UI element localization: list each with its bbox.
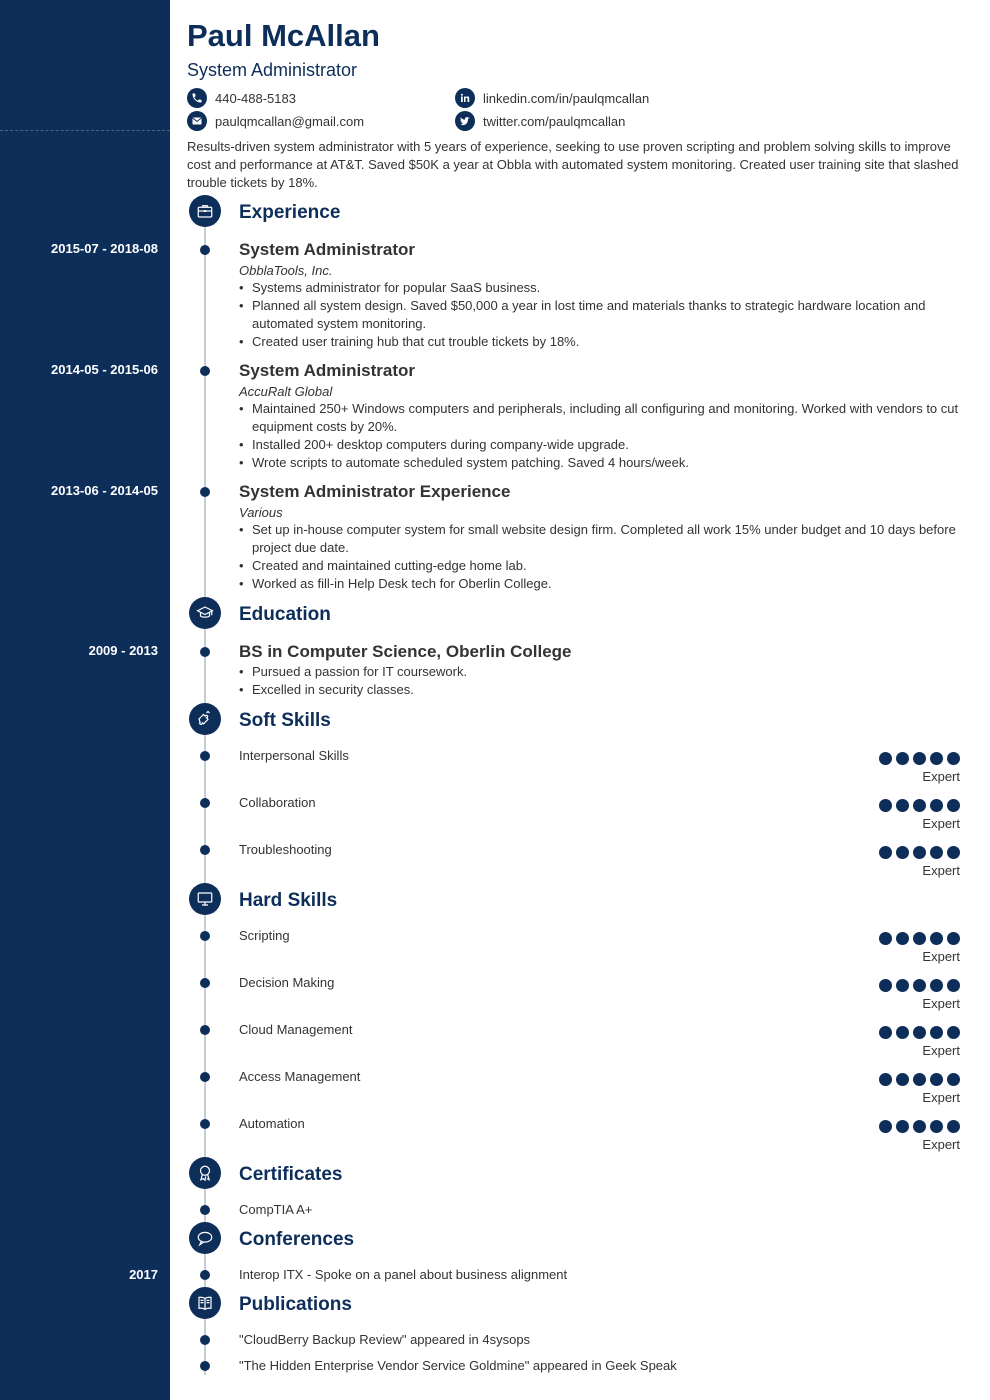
rating-dot: [913, 1026, 926, 1039]
rating-dot: [879, 979, 892, 992]
candidate-name: Paul McAllan: [187, 18, 380, 53]
book-icon: [189, 1287, 221, 1319]
publication-item: "The Hidden Enterprise Vendor Service Goldmine" appeared in Geek Speak: [239, 1358, 677, 1373]
list-item: • Created and maintained cutting-edge home lab.: [239, 557, 969, 575]
rating-dot: [896, 1026, 909, 1039]
briefcase-icon: [189, 195, 221, 227]
timeline-dot: [200, 1205, 210, 1215]
rating-dot: [930, 846, 943, 859]
timeline-dot: [200, 487, 210, 497]
rating-dot: [879, 752, 892, 765]
publication-item: "CloudBerry Backup Review" appeared in 4sysops: [239, 1332, 531, 1347]
phone-icon: [187, 88, 207, 108]
timeline-dot: [200, 1119, 210, 1129]
skill-rating: [879, 846, 960, 859]
monitor-icon: [189, 883, 221, 915]
skill-level: Expert: [922, 1043, 960, 1058]
rating-dot: [879, 1026, 892, 1039]
twitter-icon: [455, 111, 475, 131]
skill-level: Expert: [922, 1090, 960, 1105]
section-title-experience: Experience: [239, 202, 341, 223]
timeline-dot: [200, 845, 210, 855]
rating-dot: [896, 846, 909, 859]
education-bullets: [239, 663, 969, 699]
contact-phone: [187, 88, 296, 108]
skill-rating: [879, 752, 960, 765]
rating-dot: [896, 932, 909, 945]
rating-dot: [930, 1026, 943, 1039]
rating-dot: [930, 799, 943, 812]
list-item: • Installed 200+ desktop computers during company-wide upgrade.: [239, 436, 969, 454]
skill-level: Expert: [922, 996, 960, 1011]
rating-dot: [913, 752, 926, 765]
job-bullets: [239, 400, 969, 472]
contact-linkedin: [455, 88, 649, 108]
rating-dot: [930, 979, 943, 992]
phone-text: 440-488-5183: [215, 90, 296, 106]
job-bullets: [239, 521, 969, 593]
job-title: System Administrator: [239, 240, 416, 259]
timeline-dot: [200, 978, 210, 988]
speech-bubble-icon: [189, 1222, 221, 1254]
contact-email: [187, 111, 364, 131]
list-item: • Set up in-house computer system for small website design firm. Completed all work 15% under budget and 10 days before project due date.: [239, 521, 969, 557]
rating-dot: [947, 1026, 960, 1039]
list-item: • Excelled in security classes.: [239, 681, 969, 699]
timeline-line: [204, 200, 206, 1375]
company-name: Various: [239, 505, 283, 520]
skill-rating: [879, 1026, 960, 1039]
linkedin-icon: [455, 88, 475, 108]
experience-dates: 2015-07 - 2018-08: [51, 241, 158, 256]
conference-year: 2017: [129, 1267, 158, 1282]
timeline-dot: [200, 1335, 210, 1345]
rating-dot: [913, 932, 926, 945]
list-item: • Worked as fill-in Help Desk tech for Oberlin College.: [239, 575, 969, 593]
email-text[interactable]: paulqmcallan@gmail.com: [215, 113, 365, 129]
section-title-publications: Publications: [239, 1294, 352, 1315]
skill-level: Expert: [922, 769, 960, 784]
skill-rating: [879, 799, 960, 812]
graduation-cap-icon: [189, 597, 221, 629]
experience-dates: 2013-06 - 2014-05: [51, 483, 158, 498]
rating-dot: [879, 846, 892, 859]
timeline-dot: [200, 1072, 210, 1082]
rating-dot: [947, 799, 960, 812]
rating-dot: [913, 799, 926, 812]
rating-dot: [947, 932, 960, 945]
skill-name: Collaboration: [239, 795, 316, 810]
skill-level: Expert: [922, 1137, 960, 1152]
experience-dates: 2014-05 - 2015-06: [51, 362, 158, 377]
rating-dot: [947, 1120, 960, 1133]
rating-dot: [930, 752, 943, 765]
education-dates: 2009 - 2013: [88, 643, 158, 658]
envelope-icon: [187, 111, 207, 131]
job-bullets: [239, 279, 969, 351]
skill-level: Expert: [922, 816, 960, 831]
list-item: • Wrote scripts to automate scheduled system patching. Saved 4 hours/week.: [239, 454, 969, 472]
skill-name: Cloud Management: [239, 1022, 353, 1037]
skill-name: Access Management: [239, 1069, 361, 1084]
company-name: AccuRalt Global: [239, 384, 333, 399]
rating-dot: [896, 752, 909, 765]
contact-twitter: [455, 111, 625, 131]
candidate-title: System Administrator: [187, 60, 358, 80]
timeline-dot: [200, 1361, 210, 1371]
rating-dot: [947, 846, 960, 859]
skill-name: Decision Making: [239, 975, 335, 990]
rating-dot: [896, 799, 909, 812]
rating-dot: [879, 1073, 892, 1086]
skill-name: Scripting: [239, 928, 290, 943]
list-item: • Created user training hub that cut trouble tickets by 18%.: [239, 333, 969, 351]
conference-item: Interop ITX - Spoke on a panel about business alignment: [239, 1267, 568, 1282]
rating-dot: [947, 752, 960, 765]
rating-dot: [896, 979, 909, 992]
section-title-education: Education: [239, 604, 331, 625]
skill-rating: [879, 979, 960, 992]
timeline-dot: [200, 931, 210, 941]
skill-rating: [879, 1073, 960, 1086]
section-title-hard-skills: Hard Skills: [239, 890, 338, 911]
timeline-dot: [200, 798, 210, 808]
rating-dot: [930, 1073, 943, 1086]
sidebar: [0, 0, 170, 1400]
skill-level: Expert: [922, 949, 960, 964]
rating-dot: [913, 979, 926, 992]
puzzle-icon: [189, 703, 221, 735]
skill-rating: [879, 932, 960, 945]
skill-name: Troubleshooting: [239, 842, 332, 857]
rating-dot: [913, 1120, 926, 1133]
skill-level: Expert: [922, 863, 960, 878]
rating-dot: [947, 1073, 960, 1086]
rating-dot: [930, 932, 943, 945]
timeline-dot: [200, 751, 210, 761]
timeline-dot: [200, 245, 210, 255]
rating-dot: [896, 1073, 909, 1086]
rating-dot: [879, 932, 892, 945]
timeline-dot: [200, 1270, 210, 1280]
list-item: • Maintained 250+ Windows computers and peripherals, including all configuring and monitoring. Worked with vendors to cut equipment costs by 20%.: [239, 400, 969, 436]
linkedin-text[interactable]: linkedin.com/in/paulqmcallan: [483, 90, 650, 106]
list-item: • Pursued a passion for IT coursework.: [239, 663, 969, 681]
company-name: ObblaTools, Inc.: [239, 263, 333, 278]
twitter-text[interactable]: twitter.com/paulqmcallan: [483, 113, 626, 129]
section-title-certificates: Certificates: [239, 1164, 343, 1185]
skill-rating: [879, 1120, 960, 1133]
rating-dot: [896, 1120, 909, 1133]
profile-summary: Results-driven system administrator with 5 years of experience, seeking to use proven scripting and problem solving skills to improve cost and performance at AT&T. Saved $50K a year at Obbla with automated system monitoring. Created user training site that slashed trouble tickets by 18%.: [187, 139, 959, 190]
job-title: System Administrator Experience: [239, 482, 511, 501]
list-item: • Planned all system design. Saved $50,000 a year in lost time and materials thanks to strategic hardware location and automated system monitoring.: [239, 297, 969, 333]
section-title-conferences: Conferences: [239, 1229, 355, 1250]
degree-title: BS in Computer Science, Oberlin College: [239, 642, 572, 661]
skill-name: Automation: [239, 1116, 305, 1131]
rating-dot: [930, 1120, 943, 1133]
rating-dot: [879, 799, 892, 812]
sidebar-divider: [0, 130, 170, 131]
skill-name: Interpersonal Skills: [239, 748, 349, 763]
section-title-soft-skills: Soft Skills: [239, 710, 331, 731]
certificate-item: CompTIA A+: [239, 1202, 313, 1217]
job-title: System Administrator: [239, 361, 416, 380]
timeline-dot: [200, 647, 210, 657]
rating-dot: [913, 846, 926, 859]
timeline-dot: [200, 366, 210, 376]
list-item: • Systems administrator for popular SaaS business.: [239, 279, 969, 297]
rating-dot: [913, 1073, 926, 1086]
rating-dot: [947, 979, 960, 992]
timeline-dot: [200, 1025, 210, 1035]
rating-dot: [879, 1120, 892, 1133]
award-icon: [189, 1157, 221, 1189]
